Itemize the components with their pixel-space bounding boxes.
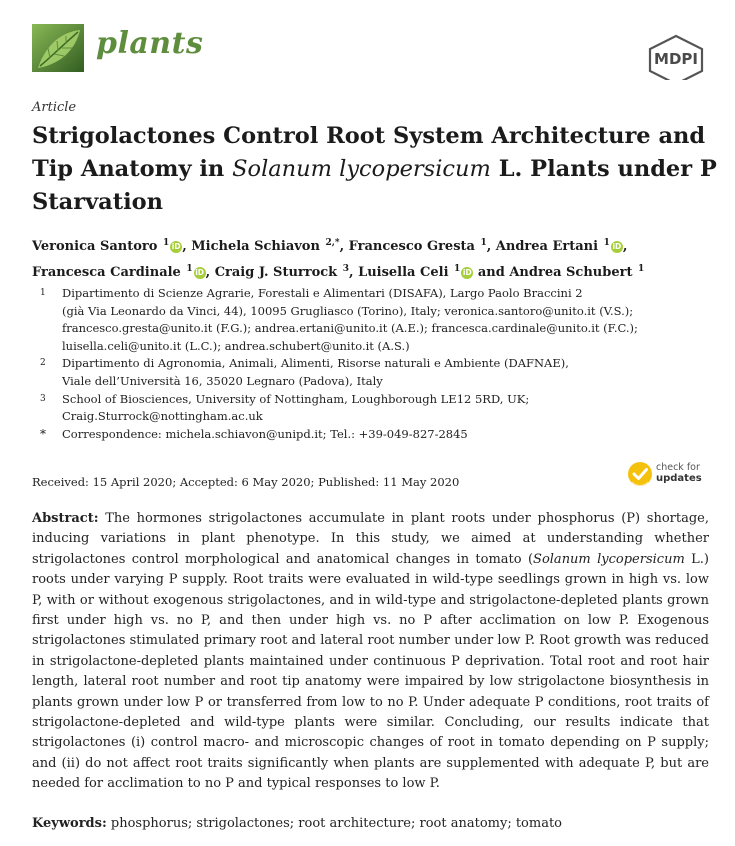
orcid-icon[interactable]: iD <box>171 242 181 251</box>
affiliation-line: luisella.celi@unito.it (L.C.); andrea.schubert@unito.it (A.S.) <box>62 338 410 353</box>
title-part-1: Strigolactones Control Root System Architecture and Tip Anatomy in <box>32 123 706 182</box>
affiliation-1: 1 Dipartimento di Scienze Agrarie, Forestali e Alimentari (DISAFA), Largo Paolo Braccini 2 (già Via Leonardo da Vinci, 44), 10095 Grugliasco (Torino), Italy; veronica.santoro@unito.it (V.S.); francesco.gresta@unito.it (F.G.); andrea.ertani@unito.it (A.E.); francesca.cardinale@unito.it (F.C.); luisella.celi@unito.it (L.C.); andrea.schubert@unito.it (A.S.) <box>32 285 722 355</box>
author: Francesco Gresta $^1$, <box>348 238 496 254</box>
mdpi-logo-icon <box>646 34 706 80</box>
affiliation-line: francesco.gresta@unito.it (F.G.); andrea.ertani@unito.it (A.E.); francesca.cardinale@unito.it (F.C.); <box>62 321 638 336</box>
plants-journal-logo-icon <box>32 24 84 72</box>
abstract-species: Solanum lycopersicum <box>533 551 685 567</box>
affiliation-3: 3 School of Biosciences, University of Nottingham, Loughborough LE12 5RD, UK; Craig.Sturrock@nottingham.ac.uk <box>32 391 722 426</box>
keywords-label: Keywords: <box>32 816 107 831</box>
author: Andrea Schubert $^1$ <box>509 264 645 280</box>
author: Michela Schiavon $^{2,*}$, <box>191 238 349 254</box>
author: Luisella Celi $^1$ iD and <box>358 264 510 280</box>
correspondence: * Correspondence: michela.schiavon@unipd.it; Tel.: +39-049-827-2845 <box>32 426 722 444</box>
affiliation-line: (già Via Leonardo da Vinci, 44), 10095 Grugliasco (Torino), Italy; veronica.santoro@unito.it (V.S.); <box>62 303 634 318</box>
orcid-icon[interactable]: iD <box>612 242 622 251</box>
journal-name: plants <box>96 26 204 61</box>
abstract-label: Abstract: <box>32 511 99 526</box>
article-title <box>32 120 722 219</box>
publication-history: Received: 15 April 2020; Accepted: 6 May 2020; Published: 11 May 2020 <box>32 475 460 489</box>
affiliation-line: Craig.Sturrock@nottingham.ac.uk <box>62 409 263 424</box>
keywords-text: phosphorus; strigolactones; root architecture; root anatomy; tomato <box>106 816 563 831</box>
article-type: Article <box>32 100 77 115</box>
affiliation-line: Viale dell’Università 16, 35020 Legnaro (Padova), Italy <box>62 373 383 388</box>
abstract <box>32 509 709 795</box>
affiliation-line: School of Biosciences, University of Nottingham, Loughborough LE12 5RD, UK; <box>62 391 530 406</box>
orcid-icon[interactable]: iD <box>195 268 205 277</box>
title-part-2: L. Plants under P Starvation <box>32 156 717 215</box>
affiliation-line: Dipartimento di Agronomia, Animali, Alimenti, Risorse naturali e Ambiente (DAFNAE), <box>62 356 569 371</box>
author-list <box>32 232 722 284</box>
author: Veronica Santoro $^1$ iD , <box>32 238 192 254</box>
publisher-name: MDPI <box>654 50 698 68</box>
affiliations <box>32 285 722 443</box>
title-species: Solanum lycopersicum <box>232 156 491 182</box>
orcid-icon[interactable]: iD <box>462 268 472 277</box>
correspondence-line: Correspondence: michela.schiavon@unipd.it; Tel.: +39-049-827-2845 <box>62 426 468 441</box>
author: Craig J. Sturrock $^3$, <box>214 264 359 280</box>
affiliation-2: 2 Dipartimento di Agronomia, Animali, Alimenti, Risorse naturali e Ambiente (DAFNAE), Viale dell’Università 16, 35020 Legnaro (Padova), Italy <box>32 355 722 390</box>
abstract-text: The hormones strigolactones accumulate in plant roots under phosphorus (P) shortage, inducing variations in plant phenotype. In this study, we aimed at understanding whether strigolactones control morphological and anatomical changes in tomato ( <box>32 511 709 567</box>
keywords <box>32 816 562 831</box>
author: Andrea Ertani $^1$ iD , <box>495 238 628 254</box>
affiliation-line: Dipartimento di Scienze Agrarie, Forestali e Alimentari (DISAFA), Largo Paolo Braccini 2 <box>62 286 583 300</box>
check-for-updates-label[interactable]: check for updates <box>656 462 702 484</box>
abstract-text: L.) roots under varying P supply. Root traits were evaluated in wild-type seedlings grown in high vs. low P, with or without exogenous strigolactones, and in wild-type and strigolactone-depleted plants grown first under high vs. no P, and then under high vs. no P after acclimation on low P. Exogenous strigolactones stimulated primary root and lateral root number under low P. Root growth was reduced in strigolactone-depleted plants maintained under continuous P deprivation. Total root and root hair length, lateral root number and root tip anatomy were impaired by low strigolactone biosynthesis in plants grown under low P or transferred from low to no P. Under adequate P conditions, root traits of strigolactone-depleted and wild-type plants were similar. Concluding, our results indicate that strigolactones (i) control macro- and microscopic changes of root in tomato depending on P supply; and (ii) do not affect root traits significantly when plants are supplemented with adequate P, but are needed for acclimation to no P and typical responses to low P. <box>32 551 709 792</box>
author: Francesca Cardinale $^1$ iD , <box>32 264 215 280</box>
